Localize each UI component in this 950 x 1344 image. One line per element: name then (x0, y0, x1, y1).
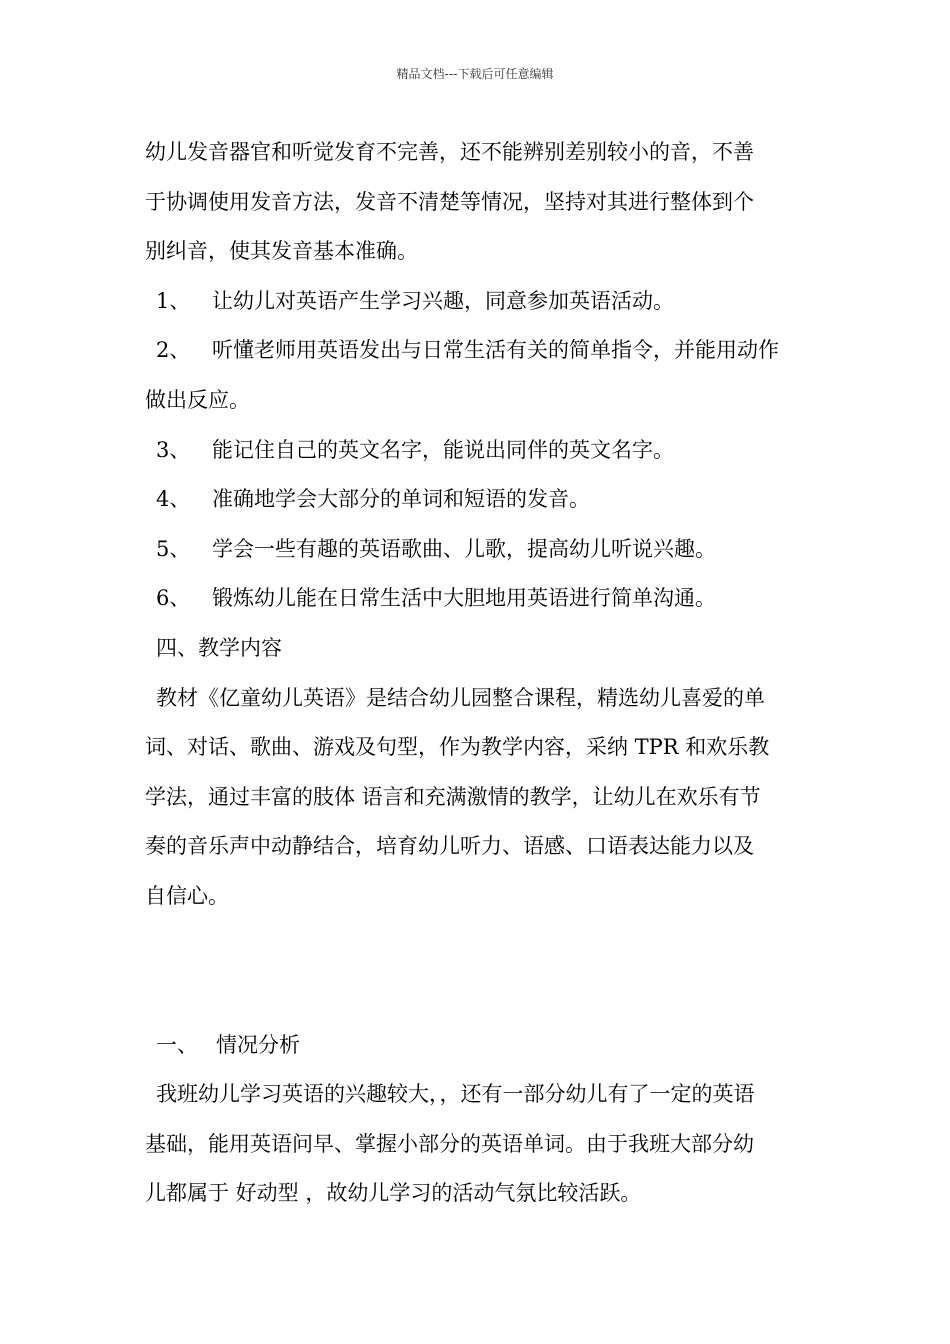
paragraph-line: 于协调使用发音方法，发音不清楚等情况，坚持对其进行整体到个 (145, 189, 754, 214)
spacer (145, 922, 809, 1021)
goal-item-3 (145, 426, 809, 476)
section-title: 情况分析 (216, 1032, 300, 1057)
goal-item-2 (145, 326, 809, 376)
section-number: 一、 (156, 1032, 198, 1057)
page-header: 精品文档---下载后可任意编辑 (396, 67, 554, 81)
goal-item-4 (145, 475, 809, 525)
goal-text: 让幼儿对英语产生学习兴趣，同意参加英语活动。 (212, 288, 674, 313)
paragraph-line: 儿都属于 好动型 ，故幼儿学习的活动气氛比较活跃。 (145, 1181, 642, 1206)
goal-item-6 (145, 574, 809, 624)
goal-text: 准确地学会大部分的单词和短语的发音。 (212, 487, 590, 512)
goal-number: 3、 (156, 437, 191, 462)
document-body (145, 128, 809, 1219)
paragraph-line: 教材《亿童幼儿英语》是结合幼儿园整合课程，精选幼儿喜爱的单 (156, 685, 765, 710)
paragraph-line: 词、对话、歌曲、游戏及句型，作为教学内容，采纳 TPR 和欢乐教 (145, 735, 770, 760)
paragraph-line: 自信心。 (145, 883, 229, 908)
goal-number: 4、 (156, 487, 191, 512)
paragraph-line: 幼儿发音器官和听觉发育不完善，还不能辨别差别较小的音，不善 (145, 140, 754, 164)
paragraph-line: 我班幼儿学习英语的兴趣较大，，还有一部分幼儿有了一定的英语 (156, 1082, 755, 1107)
paragraph-line: 奏的音乐声中动静结合，培育幼儿听力、语感、口语表达能力以及 (145, 834, 754, 859)
goal-number: 2、 (156, 338, 191, 363)
goal-number: 5、 (156, 536, 191, 561)
goal-text: 学会一些有趣的英语歌曲、儿歌，提高幼儿听说兴趣。 (212, 536, 716, 561)
goal-text: 听懂老师用英语发出与日常生活有关的简单指令，并能用动作 (212, 338, 779, 363)
goal-number: 6、 (156, 586, 191, 611)
paragraph-line: 基础，能用英语问早、掌握小部分的英语单词。由于我班大部分幼 (145, 1131, 754, 1156)
paragraph-line: 学法，通过丰富的肢体 语言和充满激情的教学，让幼儿在欢乐有节 (145, 784, 761, 809)
section-heading: 四、教学内容 (156, 635, 282, 660)
goal-number: 1、 (156, 288, 191, 313)
goal-text: 锻炼幼儿能在日常生活中大胆地用英语进行简单沟通。 (212, 586, 716, 611)
goal-item-5 (145, 525, 809, 575)
goal-item-1 (145, 277, 809, 327)
section-heading (145, 1021, 809, 1071)
goal-item-2-continuation: 做出反应。 (145, 387, 250, 412)
paragraph-line: 别纠音，使其发音基本准确。 (145, 239, 418, 264)
goal-text: 能记住自己的英文名字，能说出同伴的英文名字。 (212, 437, 674, 462)
